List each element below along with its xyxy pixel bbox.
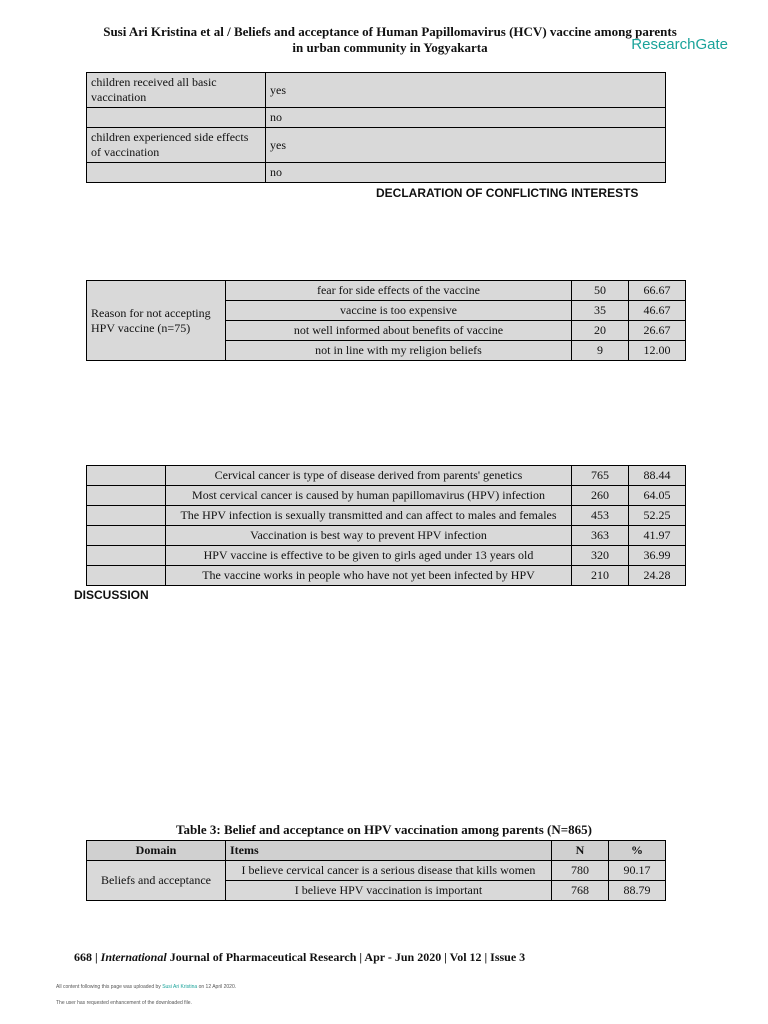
- table-row: [87, 506, 686, 526]
- cell-item: not well informed about benefits of vaccine: [226, 321, 572, 341]
- blank-cell: [87, 526, 166, 546]
- header-line-2: in urban community in Yogyakarta: [292, 40, 488, 55]
- blank-cell: [87, 486, 166, 506]
- cell-label: [87, 108, 266, 128]
- cell-pct: 90.17: [609, 861, 666, 881]
- table-row: [87, 861, 666, 881]
- discussion-heading: DISCUSSION: [74, 588, 149, 602]
- cell-pct: 52.25: [629, 506, 686, 526]
- cell-value: yes: [266, 73, 666, 108]
- enhancement-notice: The user has requested enhancement of the downloaded file.: [56, 1000, 192, 1006]
- cell-value: no: [266, 108, 666, 128]
- journal-details: Journal of Pharmaceutical Research | Apr - Jun 2020 | Vol 12 | Issue 3: [169, 950, 526, 964]
- cell-pct: 66.67: [629, 281, 686, 301]
- table-row: [87, 128, 666, 163]
- table-row: [87, 466, 686, 486]
- cell-n: 20: [572, 321, 629, 341]
- table-reasons-not-accepting: [86, 280, 686, 361]
- table-row: [87, 281, 686, 301]
- uploader-notice: [56, 984, 236, 990]
- table-row: [87, 486, 686, 506]
- domain-cell: Beliefs and acceptance: [87, 861, 226, 901]
- cell-n: 765: [572, 466, 629, 486]
- cell-pct: 24.28: [629, 566, 686, 586]
- uploader-suffix: on 12 April 2020.: [198, 984, 237, 990]
- cell-item: I believe cervical cancer is a serious disease that kills women: [226, 861, 552, 881]
- col-n: N: [552, 841, 609, 861]
- group-label: Reason for not accepting HPV vaccine (n=75): [87, 281, 226, 361]
- table-row: [87, 546, 686, 566]
- cell-pct: 88.44: [629, 466, 686, 486]
- cell-item: fear for side effects of the vaccine: [226, 281, 572, 301]
- researchgate-logo[interactable]: ResearchGate: [631, 36, 728, 53]
- cell-n: 780: [552, 861, 609, 881]
- table-header-row: [87, 841, 666, 861]
- cell-value: no: [266, 163, 666, 183]
- table-vaccination-history: [86, 72, 666, 183]
- table-row: [87, 163, 666, 183]
- col-domain: Domain: [87, 841, 226, 861]
- cell-label: [87, 163, 266, 183]
- cell-item: The vaccine works in people who have not yet been infected by HPV: [166, 566, 572, 586]
- blank-cell: [87, 546, 166, 566]
- cell-pct: 36.99: [629, 546, 686, 566]
- cell-pct: 41.97: [629, 526, 686, 546]
- cell-pct: 64.05: [629, 486, 686, 506]
- table-belief-acceptance: [86, 840, 666, 901]
- col-items: Items: [226, 841, 552, 861]
- cell-item: The HPV infection is sexually transmitted and can affect to males and females: [166, 506, 572, 526]
- page-number: 668: [74, 950, 92, 964]
- cell-n: 35: [572, 301, 629, 321]
- table-row: [87, 73, 666, 108]
- blank-cell: [87, 566, 166, 586]
- blank-cell: [87, 466, 166, 486]
- table-row: [87, 108, 666, 128]
- journal-name-italic: International: [100, 950, 167, 964]
- table-row: [87, 566, 686, 586]
- cell-pct: 12.00: [629, 341, 686, 361]
- uploader-link[interactable]: Susi Ari Kristina: [162, 984, 198, 990]
- declaration-heading: DECLARATION OF CONFLICTING INTERESTS: [376, 186, 639, 200]
- cell-n: 260: [572, 486, 629, 506]
- cell-n: 50: [572, 281, 629, 301]
- blank-cell: [87, 506, 166, 526]
- col-pct: %: [609, 841, 666, 861]
- table-knowledge: [86, 465, 686, 586]
- cell-n: 9: [572, 341, 629, 361]
- cell-value: yes: [266, 128, 666, 163]
- cell-label: children received all basic vaccination: [87, 73, 266, 108]
- cell-pct: 26.67: [629, 321, 686, 341]
- cell-pct: 46.67: [629, 301, 686, 321]
- cell-item: Most cervical cancer is caused by human papillomavirus (HPV) infection: [166, 486, 572, 506]
- cell-n: 768: [552, 881, 609, 901]
- cell-item: Cervical cancer is type of disease derived from parents' genetics: [166, 466, 572, 486]
- cell-n: 453: [572, 506, 629, 526]
- cell-n: 210: [572, 566, 629, 586]
- table-3-caption: Table 3: Belief and acceptance on HPV vaccination among parents (N=865): [64, 822, 704, 838]
- table-row: [87, 526, 686, 546]
- cell-item: HPV vaccine is effective to be given to girls aged under 13 years old: [166, 546, 572, 566]
- running-header: [70, 24, 710, 56]
- cell-item: vaccine is too expensive: [226, 301, 572, 321]
- uploader-prefix: All content following this page was uploaded by: [56, 984, 161, 990]
- header-line-1: Susi Ari Kristina et al / Beliefs and acceptance of Human Papillomavirus (HCV) vaccine among parents: [103, 24, 677, 39]
- page-footer: 668 | International Journal of Pharmaceutical Research | Apr - Jun 2020 | Vol 12 | Issue 3: [74, 950, 526, 964]
- cell-pct: 88.79: [609, 881, 666, 901]
- cell-n: 363: [572, 526, 629, 546]
- cell-label: children experienced side effects of vaccination: [87, 128, 266, 163]
- cell-item: I believe HPV vaccination is important: [226, 881, 552, 901]
- cell-n: 320: [572, 546, 629, 566]
- cell-item: Vaccination is best way to prevent HPV infection: [166, 526, 572, 546]
- cell-item: not in line with my religion beliefs: [226, 341, 572, 361]
